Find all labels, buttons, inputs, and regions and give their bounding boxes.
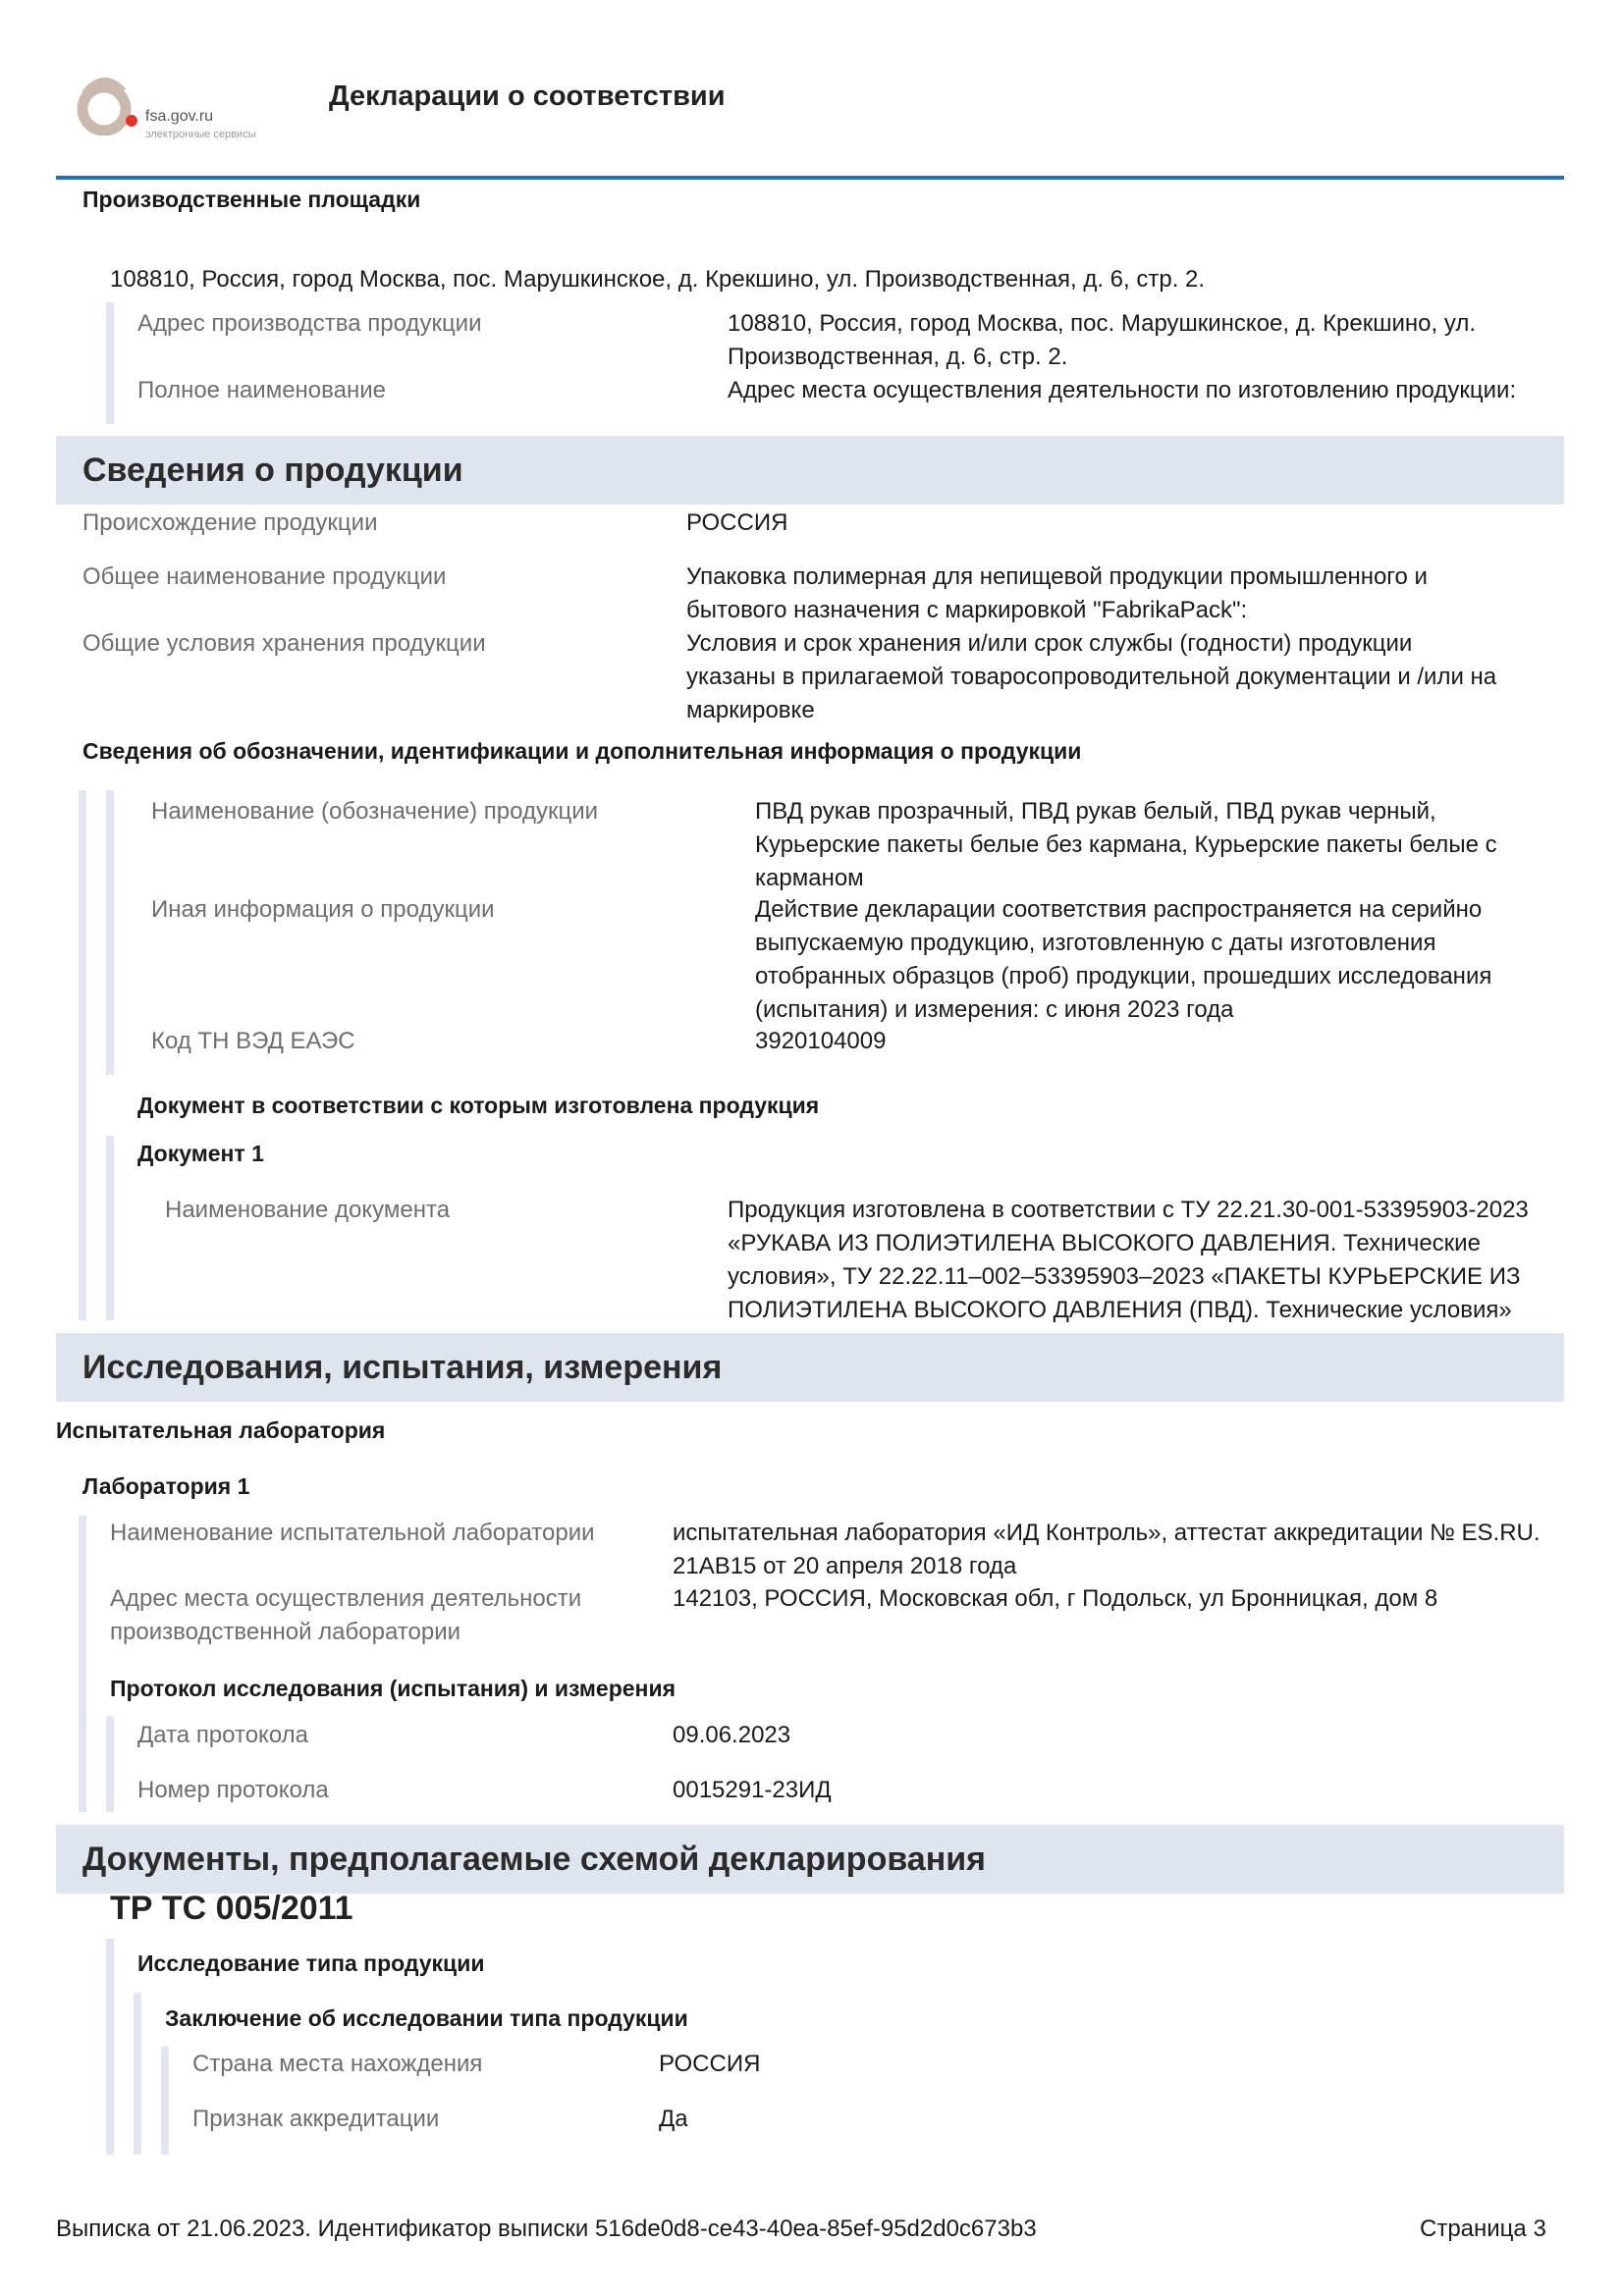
tnved-value: 3920104009 (755, 1028, 887, 1054)
product-info-band (56, 436, 1564, 505)
origin-label: Происхождение продукции (82, 509, 378, 536)
lab-name-label: Наименование испытательной лаборатории (110, 1520, 595, 1546)
product-name-label: Общее наименование продукции (82, 563, 447, 590)
document-heading: Документ в соответствии с которым изготовлена продукция (137, 1093, 820, 1118)
identification-bar (79, 790, 86, 1320)
production-sites-bar (106, 302, 114, 424)
document-name-label: Наименование документа (165, 1197, 451, 1223)
designation-value-cont-1: Курьерские пакеты белые без кармана, Курьерские пакеты белые с (755, 831, 1497, 858)
logo-text: fsa.gov.ru (145, 108, 214, 125)
conclusion-heading: Заключение об исследовании типа продукции (165, 2005, 688, 2031)
document-name-value: Продукция изготовлена в соответствии с ТУ 22.21.30-001-53395903-2023 (728, 1197, 1529, 1223)
origin-value: РОССИЯ (686, 509, 788, 536)
protocol-number-value: 0015291-23ИД (673, 1777, 832, 1803)
lab-name-value: испытательная лаборатория «ИД Контроль», аттестат аккредитации № ES.RU. (673, 1520, 1541, 1546)
country-label: Страна места нахождения (192, 2051, 483, 2077)
production-sites-heading: Производственные площадки (82, 187, 421, 212)
lab-name-value-cont: 21АВ15 от 20 апреля 2018 года (673, 1553, 1017, 1579)
product-name-value-cont: бытового назначения с маркировкой "FabrikaPack": (686, 597, 1248, 623)
header-rule (56, 176, 1564, 180)
designation-label: Наименование (обозначение) продукции (151, 798, 599, 825)
lab-heading: Испытательная лаборатория (56, 1417, 386, 1443)
accreditation-value: Да (659, 2106, 688, 2132)
accreditation-label: Признак аккредитации (192, 2106, 440, 2132)
production-address-value: 108810, Россия, город Москва, пос. Марушкинское, д. Крекшино, ул. (728, 310, 1476, 337)
footer-extract: Выписка от 21.06.2023. Идентификатор выписки 516de0d8-ce43-40ea-85ef-95d2d0c673b3 (56, 2216, 1037, 2242)
regulation-bar (106, 1939, 114, 2155)
document-1-heading: Документ 1 (137, 1141, 264, 1166)
identification-inner-bar (106, 790, 114, 1075)
lab-bar (79, 1516, 86, 1812)
document-name-value-cont-3: ПОЛИЭТИЛЕНА ВЫСОКОГО ДАВЛЕНИЯ (ПВД). Технические условия» (728, 1297, 1512, 1323)
production-address: 108810, Россия, город Москва, пос. Марушкинское, д. Крекшино, ул. Производственная, д. 6, стр. 2. (110, 266, 1206, 293)
research-title: Исследования, испытания, измерения (82, 1349, 723, 1386)
footer-page-number: Страница 3 (1420, 2216, 1546, 2242)
country-value: РОССИЯ (659, 2051, 761, 2077)
type-research-heading: Исследование типа продукции (137, 1950, 485, 1976)
production-address-label: Адрес производства продукции (137, 310, 482, 337)
protocol-heading: Протокол исследования (испытания) и измерения (110, 1676, 676, 1701)
document-name-value-cont-2: условия», ТУ 22.22.11–002–53395903–2023 «ПАКЕТЫ КУРЬЕРСКИЕ ИЗ (728, 1263, 1521, 1290)
full-name-label: Полное наименование (137, 377, 386, 403)
page-title: Декларации о соответствии (329, 80, 726, 112)
document-name-value-cont-1: «РУКАВА ИЗ ПОЛИЭТИЛЕНА ВЫСОКОГО ДАВЛЕНИЯ. Технические (728, 1230, 1481, 1256)
other-info-label: Иная информация о продукции (151, 896, 495, 923)
storage-value-cont-1: указаны в прилагаемой товаросопроводительной документации и /или на (686, 664, 1497, 690)
fsa-logo-icon (75, 75, 143, 135)
other-info-value-cont-3: (испытания) и измерения: с июня 2023 года (755, 996, 1234, 1023)
protocol-number-label: Номер протокола (137, 1777, 329, 1803)
scheme-docs-band (56, 1825, 1564, 1894)
storage-value-cont-2: маркировке (686, 697, 815, 723)
product-name-value: Упаковка полимерная для непищевой продукции промышленного и (686, 563, 1428, 590)
designation-value: ПВД рукав прозрачный, ПВД рукав белый, ПВД рукав черный, (755, 798, 1436, 825)
full-name-value: Адрес места осуществления деятельности по изготовлению продукции: (728, 377, 1517, 403)
product-info-title: Сведения о продукции (82, 452, 463, 489)
document-bar (106, 1136, 114, 1320)
protocol-date-value: 09.06.2023 (673, 1722, 791, 1748)
production-address-value-cont: Производственная, д. 6, стр. 2. (728, 344, 1068, 370)
designation-value-cont-2: карманом (755, 865, 864, 891)
other-info-value-cont-2: отобранных образцов (проб) продукции, прошедших исследования (755, 963, 1492, 989)
fsa-logo (75, 75, 271, 143)
research-band (56, 1333, 1564, 1402)
conclusion-bar (161, 2047, 169, 2155)
lab-address-label: Адрес места осуществления деятельности (110, 1585, 582, 1612)
lab-address-label-cont: производственной лаборатории (110, 1619, 460, 1645)
storage-value: Условия и срок хранения и/или срок службы (годности) продукции (686, 630, 1413, 657)
protocol-date-label: Дата протокола (137, 1722, 308, 1748)
other-info-value: Действие декларации соответствия распространяется на серийно (755, 896, 1483, 923)
protocol-bar (106, 1716, 114, 1812)
scheme-docs-title: Документы, предполагаемые схемой декларирования (82, 1841, 986, 1878)
type-research-bar (134, 1993, 141, 2155)
lab-1-heading: Лаборатория 1 (82, 1473, 250, 1499)
other-info-value-cont-1: выпускаемую продукцию, изготовленную с даты изготовления (755, 930, 1436, 956)
logo-subtext: электронные сервисы (145, 129, 256, 140)
identification-heading: Сведения об обозначении, идентификации и дополнительная информация о продукции (82, 738, 1082, 764)
regulation-title: ТР ТС 005/2011 (110, 1890, 353, 1927)
lab-address-value: 142103, РОССИЯ, Московская обл, г Подольск, ул Бронницкая, дом 8 (673, 1585, 1438, 1612)
tnved-label: Код ТН ВЭД ЕАЭС (151, 1028, 355, 1054)
storage-label: Общие условия хранения продукции (82, 630, 486, 657)
